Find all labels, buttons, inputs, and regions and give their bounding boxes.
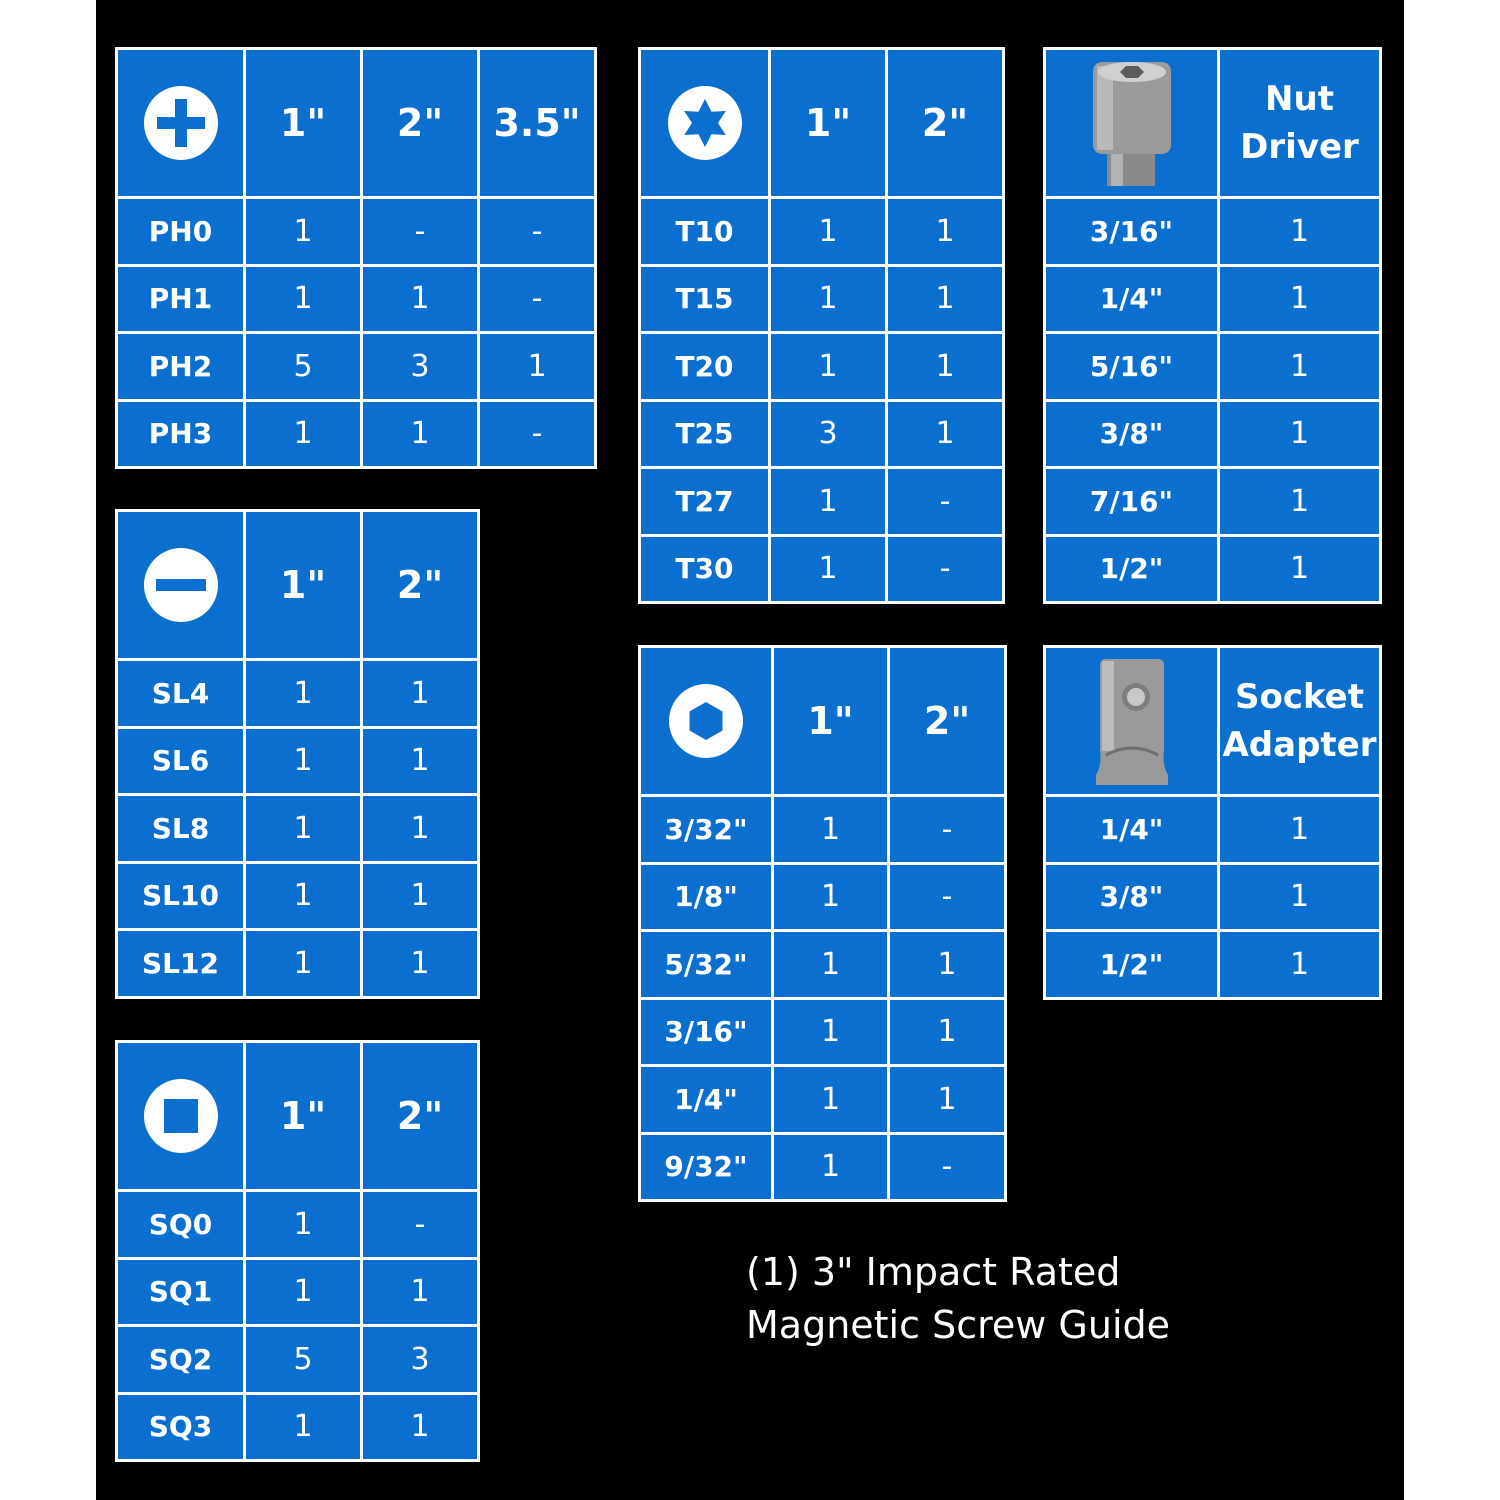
torx-quantity-cell: 1 — [771, 537, 885, 602]
phillips-quantity-cell: 3 — [363, 334, 477, 399]
hex-quantity-cell: 1 — [774, 865, 887, 930]
slotted-table — [115, 509, 480, 999]
phillips-quantity-cell: - — [480, 199, 594, 264]
torx-row-label: T27 — [641, 469, 768, 534]
slotted-quantity-cell: 1 — [246, 661, 360, 726]
nut-driver-row-label: 5/16" — [1046, 334, 1217, 399]
hex-row-label: 9/32" — [641, 1135, 771, 1200]
square-row-label: SQ1 — [118, 1260, 243, 1325]
nut-driver-header-icon-cell — [1046, 50, 1217, 196]
hex-table — [638, 645, 1007, 1202]
torx-column-header: 2" — [888, 50, 1002, 196]
nut-driver-row-label: 1/4" — [1046, 267, 1217, 332]
phillips-quantity-cell: 1 — [363, 267, 477, 332]
square-quantity-cell: - — [363, 1192, 477, 1257]
square-quantity-cell: 1 — [246, 1260, 360, 1325]
slotted-quantity-cell: 1 — [363, 796, 477, 861]
phillips-row-label: PH1 — [118, 267, 243, 332]
socket-adapter-row-label: 3/8" — [1046, 865, 1217, 930]
phillips-quantity-cell: - — [480, 267, 594, 332]
torx-quantity-cell: - — [888, 469, 1002, 534]
square-table — [115, 1040, 480, 1462]
slotted-column-header: 1" — [246, 512, 360, 658]
slotted-quantity-cell: 1 — [246, 931, 360, 996]
phillips-quantity-cell: - — [480, 402, 594, 467]
socket-adapter-quantity-cell: 1 — [1220, 797, 1379, 862]
nut-driver-icon — [1087, 58, 1177, 188]
slotted-quantity-cell: 1 — [246, 729, 360, 794]
square-quantity-cell: 5 — [246, 1327, 360, 1392]
torx-quantity-cell: 1 — [888, 334, 1002, 399]
hex-quantity-cell: - — [890, 1135, 1004, 1200]
torx-row-label: T30 — [641, 537, 768, 602]
socket-adapter-quantity-cell: 1 — [1220, 865, 1379, 930]
hex-quantity-cell: - — [890, 865, 1004, 930]
phillips-icon — [142, 84, 220, 162]
hex-row-label: 5/32" — [641, 932, 771, 997]
square-quantity-cell: 1 — [246, 1395, 360, 1460]
hex-column-header: 2" — [890, 648, 1004, 794]
slotted-row-label: SL6 — [118, 729, 243, 794]
torx-icon — [666, 84, 744, 162]
nut-driver-quantity-cell: 1 — [1220, 334, 1379, 399]
torx-quantity-cell: 1 — [771, 199, 885, 264]
slotted-quantity-cell: 1 — [363, 661, 477, 726]
slotted-column-header: 2" — [363, 512, 477, 658]
square-quantity-cell: 1 — [363, 1395, 477, 1460]
socket-adapter-icon — [1092, 655, 1172, 787]
phillips-table — [115, 47, 597, 469]
phillips-column-header: 2" — [363, 50, 477, 196]
nut-driver-row-label: 7/16" — [1046, 469, 1217, 534]
torx-table — [638, 47, 1005, 604]
socket-adapter-column-header: Socket Adapter — [1220, 648, 1379, 794]
phillips-row-label: PH2 — [118, 334, 243, 399]
phillips-quantity-cell: 1 — [246, 267, 360, 332]
nut-driver-quantity-cell: 1 — [1220, 199, 1379, 264]
torx-quantity-cell: 1 — [888, 402, 1002, 467]
hex-quantity-cell: - — [890, 797, 1004, 862]
nut-driver-row-label: 1/2" — [1046, 537, 1217, 602]
hex-icon — [667, 682, 745, 760]
nut-driver-table — [1043, 47, 1382, 604]
square-quantity-cell: 3 — [363, 1327, 477, 1392]
slotted-row-label: SL4 — [118, 661, 243, 726]
hex-row-label: 1/8" — [641, 865, 771, 930]
hex-header-icon-cell — [641, 648, 771, 794]
hex-quantity-cell: 1 — [774, 1000, 887, 1065]
note-line-2: Magnetic Screw Guide — [746, 1303, 1171, 1347]
note-line-1: (1) 3" Impact Rated — [746, 1250, 1121, 1294]
socket-adapter-row-label: 1/2" — [1046, 932, 1217, 997]
socket-adapter-table — [1043, 645, 1382, 1000]
torx-quantity-cell: 1 — [771, 267, 885, 332]
phillips-quantity-cell: 1 — [246, 199, 360, 264]
torx-quantity-cell: 1 — [888, 199, 1002, 264]
torx-row-label: T25 — [641, 402, 768, 467]
square-quantity-cell: 1 — [246, 1192, 360, 1257]
nut-driver-quantity-cell: 1 — [1220, 469, 1379, 534]
hex-quantity-cell: 1 — [890, 1067, 1004, 1132]
phillips-column-header: 1" — [246, 50, 360, 196]
nut-driver-row-label: 3/16" — [1046, 199, 1217, 264]
slotted-quantity-cell: 1 — [363, 729, 477, 794]
phillips-header-icon-cell — [118, 50, 243, 196]
slotted-row-label: SL12 — [118, 931, 243, 996]
square-column-header: 2" — [363, 1043, 477, 1189]
torx-row-label: T20 — [641, 334, 768, 399]
phillips-quantity-cell: 5 — [246, 334, 360, 399]
socket-adapter-header-icon-cell — [1046, 648, 1217, 794]
phillips-row-label: PH0 — [118, 199, 243, 264]
torx-column-header: 1" — [771, 50, 885, 196]
nut-driver-quantity-cell: 1 — [1220, 537, 1379, 602]
torx-quantity-cell: 3 — [771, 402, 885, 467]
phillips-quantity-cell: 1 — [246, 402, 360, 467]
square-header-icon-cell — [118, 1043, 243, 1189]
slotted-header-icon-cell — [118, 512, 243, 658]
hex-quantity-cell: 1 — [774, 1135, 887, 1200]
nut-driver-row-label: 3/8" — [1046, 402, 1217, 467]
square-row-label: SQ3 — [118, 1395, 243, 1460]
square-quantity-cell: 1 — [363, 1260, 477, 1325]
slotted-quantity-cell: 1 — [363, 931, 477, 996]
hex-quantity-cell: 1 — [774, 797, 887, 862]
square-row-label: SQ2 — [118, 1327, 243, 1392]
phillips-row-label: PH3 — [118, 402, 243, 467]
slotted-row-label: SL10 — [118, 864, 243, 929]
hex-quantity-cell: 1 — [774, 1067, 887, 1132]
hex-quantity-cell: 1 — [774, 932, 887, 997]
hex-quantity-cell: 1 — [890, 1000, 1004, 1065]
square-icon — [142, 1077, 220, 1155]
slotted-quantity-cell: 1 — [246, 796, 360, 861]
phillips-quantity-cell: 1 — [363, 402, 477, 467]
nut-driver-quantity-cell: 1 — [1220, 267, 1379, 332]
socket-adapter-row-label: 1/4" — [1046, 797, 1217, 862]
canvas — [96, 0, 1404, 1500]
slotted-row-label: SL8 — [118, 796, 243, 861]
socket-adapter-quantity-cell: 1 — [1220, 932, 1379, 997]
slotted-quantity-cell: 1 — [246, 864, 360, 929]
hex-column-header: 1" — [774, 648, 887, 794]
nut-driver-column-header: Nut Driver — [1220, 50, 1379, 196]
square-column-header: 1" — [246, 1043, 360, 1189]
hex-row-label: 3/32" — [641, 797, 771, 862]
hex-row-label: 1/4" — [641, 1067, 771, 1132]
phillips-column-header: 3.5" — [480, 50, 594, 196]
torx-quantity-cell: 1 — [771, 334, 885, 399]
phillips-quantity-cell: - — [363, 199, 477, 264]
screw-guide-note — [746, 1246, 1170, 1352]
hex-quantity-cell: 1 — [890, 932, 1004, 997]
phillips-quantity-cell: 1 — [480, 334, 594, 399]
torx-row-label: T10 — [641, 199, 768, 264]
torx-quantity-cell: 1 — [888, 267, 1002, 332]
hex-row-label: 3/16" — [641, 1000, 771, 1065]
nut-driver-quantity-cell: 1 — [1220, 402, 1379, 467]
slotted-icon — [142, 546, 220, 624]
torx-row-label: T15 — [641, 267, 768, 332]
torx-quantity-cell: 1 — [771, 469, 885, 534]
slotted-quantity-cell: 1 — [363, 864, 477, 929]
torx-quantity-cell: - — [888, 537, 1002, 602]
square-row-label: SQ0 — [118, 1192, 243, 1257]
torx-header-icon-cell — [641, 50, 768, 196]
